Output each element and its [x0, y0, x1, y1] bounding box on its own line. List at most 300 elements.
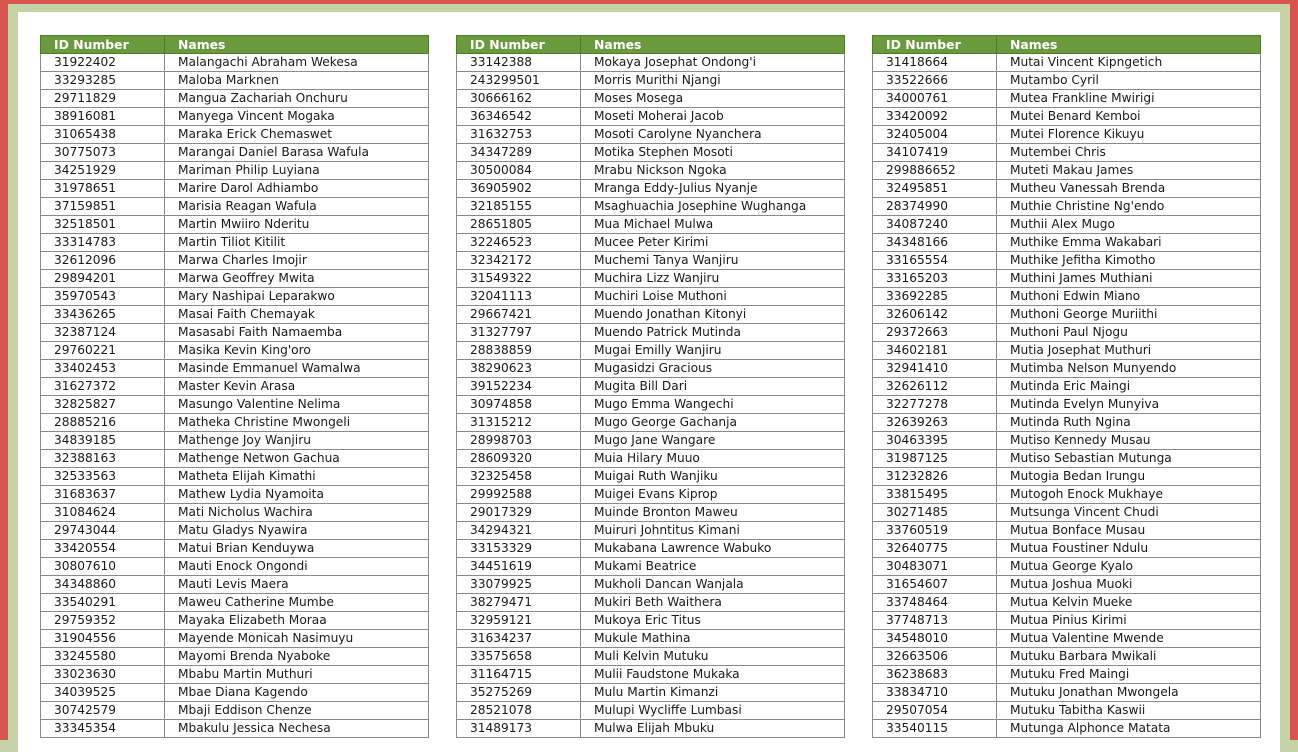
table-row [873, 684, 1261, 702]
table-row [457, 162, 845, 180]
table-row [41, 504, 429, 522]
name-cell: Mutogoh Enock Mukhaye [997, 486, 1261, 504]
table-row [873, 324, 1261, 342]
name-cell: Mary Nashipai Leparakwo [165, 288, 429, 306]
document-sheet [18, 12, 1280, 752]
id-number-cell: 30271485 [873, 504, 997, 522]
id-number-cell: 33575658 [457, 648, 581, 666]
id-number-cell: 34548010 [873, 630, 997, 648]
table-row [457, 468, 845, 486]
name-cell: Moseti Moherai Jacob [581, 108, 845, 126]
id-number-cell: 31489173 [457, 720, 581, 738]
id-number-cell: 33293285 [41, 72, 165, 90]
id-number-cell: 32626112 [873, 378, 997, 396]
table-row [873, 594, 1261, 612]
name-cell: Mbakulu Jessica Nechesa [165, 720, 429, 738]
id-number-cell: 33142388 [457, 54, 581, 72]
names-header: Names [581, 36, 845, 54]
id-number-cell: 28609320 [457, 450, 581, 468]
table-row [873, 468, 1261, 486]
table-row [873, 576, 1261, 594]
table-row [873, 396, 1261, 414]
name-cell: Masinde Emmanuel Wamalwa [165, 360, 429, 378]
id-number-cell: 31232826 [873, 468, 997, 486]
id-number-cell: 28374990 [873, 198, 997, 216]
name-cell: Muthike Emma Wakabari [997, 234, 1261, 252]
table-row [457, 54, 845, 72]
id-number-cell: 39152234 [457, 378, 581, 396]
id-number-cell: 33402453 [41, 360, 165, 378]
id-number-header: ID Number [457, 36, 581, 54]
id-number-cell: 34348860 [41, 576, 165, 594]
name-cell: Mauti Enock Ongondi [165, 558, 429, 576]
name-cell: Mokaya Josephat Ondong'i [581, 54, 845, 72]
table-row [41, 648, 429, 666]
table-row [457, 720, 845, 738]
id-number-cell: 33345354 [41, 720, 165, 738]
table-row [873, 252, 1261, 270]
table-row [873, 432, 1261, 450]
id-name-table-1 [40, 35, 429, 738]
id-number-cell: 31315212 [457, 414, 581, 432]
table-row [41, 576, 429, 594]
table-row [873, 486, 1261, 504]
table-row [873, 198, 1261, 216]
table-row [41, 540, 429, 558]
id-number-cell: 31549322 [457, 270, 581, 288]
id-number-cell: 32277278 [873, 396, 997, 414]
id-number-cell: 34347289 [457, 144, 581, 162]
id-number-cell: 31683637 [41, 486, 165, 504]
name-cell: Malangachi Abraham Wekesa [165, 54, 429, 72]
id-number-cell: 35275269 [457, 684, 581, 702]
name-cell: Mutai Vincent Kipngetich [997, 54, 1261, 72]
name-cell: Muchira Lizz Wanjiru [581, 270, 845, 288]
table-row [457, 324, 845, 342]
name-cell: Mutsunga Vincent Chudi [997, 504, 1261, 522]
table-row [457, 342, 845, 360]
table-row [41, 54, 429, 72]
name-cell: Matheta Elijah Kimathi [165, 468, 429, 486]
header-row [457, 36, 845, 54]
name-cell: Maraka Erick Chemaswet [165, 126, 429, 144]
id-number-cell: 34348166 [873, 234, 997, 252]
id-number-cell: 31327797 [457, 324, 581, 342]
name-cell: Mulupi Wycliffe Lumbasi [581, 702, 845, 720]
table-row [41, 72, 429, 90]
name-cell: Marisia Reagan Wafula [165, 198, 429, 216]
id-number-cell: 33245580 [41, 648, 165, 666]
table-row [41, 378, 429, 396]
id-number-cell: 34294321 [457, 522, 581, 540]
table-row [457, 558, 845, 576]
id-number-cell: 32612096 [41, 252, 165, 270]
table-row [41, 684, 429, 702]
table-row [457, 648, 845, 666]
id-number-cell: 30483071 [873, 558, 997, 576]
name-cell: Muthoni Paul Njogu [997, 324, 1261, 342]
name-cell: Mukabana Lawrence Wabuko [581, 540, 845, 558]
id-number-cell: 34251929 [41, 162, 165, 180]
id-number-cell: 31632753 [457, 126, 581, 144]
table-row [41, 630, 429, 648]
table-row [457, 90, 845, 108]
id-number-cell: 35970543 [41, 288, 165, 306]
table-row [457, 432, 845, 450]
table-row [457, 252, 845, 270]
name-cell: Mutiso Sebastian Mutunga [997, 450, 1261, 468]
name-cell: Mukoya Eric Titus [581, 612, 845, 630]
name-cell: Mulu Martin Kimanzi [581, 684, 845, 702]
id-number-cell: 32941410 [873, 360, 997, 378]
id-number-cell: 30974858 [457, 396, 581, 414]
id-number-cell: 33420092 [873, 108, 997, 126]
table-row [873, 414, 1261, 432]
name-cell: Mucee Peter Kirimi [581, 234, 845, 252]
id-number-cell: 31065438 [41, 126, 165, 144]
id-number-cell: 33834710 [873, 684, 997, 702]
table-row [41, 126, 429, 144]
table-row [873, 90, 1261, 108]
table-row [41, 432, 429, 450]
table-row [873, 234, 1261, 252]
table-row [457, 576, 845, 594]
name-cell: Mukholi Dancan Wanjala [581, 576, 845, 594]
id-number-cell: 31418664 [873, 54, 997, 72]
name-cell: Masika Kevin King'oro [165, 342, 429, 360]
id-number-cell: 33760519 [873, 522, 997, 540]
name-cell: Motika Stephen Mosoti [581, 144, 845, 162]
name-cell: Masai Faith Chemayak [165, 306, 429, 324]
name-cell: Mutuku Barbara Mwikali [997, 648, 1261, 666]
name-cell: Marwa Geoffrey Mwita [165, 270, 429, 288]
table-row [41, 234, 429, 252]
table-row [41, 522, 429, 540]
name-cell: Maweu Catherine Mumbe [165, 594, 429, 612]
id-number-cell: 31987125 [873, 450, 997, 468]
table-row [41, 666, 429, 684]
name-cell: Manyega Vincent Mogaka [165, 108, 429, 126]
name-cell: Mutambo Cyril [997, 72, 1261, 90]
name-cell: Maloba Marknen [165, 72, 429, 90]
name-cell: Mbaji Eddison Chenze [165, 702, 429, 720]
name-cell: Muendo Jonathan Kitonyi [581, 306, 845, 324]
name-cell: Mutuku Jonathan Mwongela [997, 684, 1261, 702]
id-number-cell: 29759352 [41, 612, 165, 630]
id-number-cell: 243299501 [457, 72, 581, 90]
header-row [41, 36, 429, 54]
id-number-cell: 33540115 [873, 720, 997, 738]
id-number-cell: 29992588 [457, 486, 581, 504]
id-number-header: ID Number [873, 36, 997, 54]
name-cell: Mugita Bill Dari [581, 378, 845, 396]
name-cell: Mutiso Kennedy Musau [997, 432, 1261, 450]
name-cell: Mayende Monicah Nasimuyu [165, 630, 429, 648]
name-cell: Martin Tiliot Kitilit [165, 234, 429, 252]
id-number-cell: 29017329 [457, 504, 581, 522]
name-cell: Mutei Florence Kikuyu [997, 126, 1261, 144]
id-number-cell: 33153329 [457, 540, 581, 558]
name-cell: Mutinda Ruth Ngina [997, 414, 1261, 432]
name-cell: Mutia Josephat Muthuri [997, 342, 1261, 360]
name-cell: Matu Gladys Nyawira [165, 522, 429, 540]
table-row [873, 108, 1261, 126]
id-number-cell: 29507054 [873, 702, 997, 720]
table-row [873, 558, 1261, 576]
table-row [41, 558, 429, 576]
table-row [873, 126, 1261, 144]
table-row [457, 522, 845, 540]
id-number-cell: 31084624 [41, 504, 165, 522]
id-number-cell: 29667421 [457, 306, 581, 324]
name-cell: Masasabi Faith Namaemba [165, 324, 429, 342]
name-cell: Mbabu Martin Muthuri [165, 666, 429, 684]
name-cell: Muthini James Muthiani [997, 270, 1261, 288]
table-row [457, 108, 845, 126]
name-cell: Mukiri Beth Waithera [581, 594, 845, 612]
name-cell: Marire Darol Adhiambo [165, 180, 429, 198]
table-row [873, 378, 1261, 396]
id-number-cell: 30500084 [457, 162, 581, 180]
id-number-cell: 36905902 [457, 180, 581, 198]
id-number-cell: 37748713 [873, 612, 997, 630]
table-row [457, 396, 845, 414]
name-cell: Mugai Emilly Wanjiru [581, 342, 845, 360]
id-number-cell: 29711829 [41, 90, 165, 108]
table-row [457, 216, 845, 234]
name-cell: Mutinda Evelyn Munyiva [997, 396, 1261, 414]
table-row [41, 414, 429, 432]
id-number-cell: 30463395 [873, 432, 997, 450]
id-number-cell: 32606142 [873, 306, 997, 324]
table-row [873, 72, 1261, 90]
id-number-cell: 30666162 [457, 90, 581, 108]
name-cell: Mukule Mathina [581, 630, 845, 648]
name-cell: Mua Michael Mulwa [581, 216, 845, 234]
id-number-cell: 30807610 [41, 558, 165, 576]
name-cell: Mariman Philip Luyiana [165, 162, 429, 180]
id-number-cell: 28998703 [457, 432, 581, 450]
name-cell: Mrabu Nickson Ngoka [581, 162, 845, 180]
id-number-cell: 31654607 [873, 576, 997, 594]
name-cell: Mugo Jane Wangare [581, 432, 845, 450]
table-row [41, 144, 429, 162]
table-row [457, 540, 845, 558]
name-cell: Mathenge Joy Wanjiru [165, 432, 429, 450]
id-number-cell: 33079925 [457, 576, 581, 594]
id-number-cell: 38290623 [457, 360, 581, 378]
name-cell: Mutheu Vanessah Brenda [997, 180, 1261, 198]
id-number-cell: 33165203 [873, 270, 997, 288]
name-cell: Mulwa Elijah Mbuku [581, 720, 845, 738]
names-header: Names [997, 36, 1261, 54]
header-row [873, 36, 1261, 54]
table-row [457, 666, 845, 684]
table-row [873, 522, 1261, 540]
table-row [41, 468, 429, 486]
table-row [457, 378, 845, 396]
id-number-cell: 31922402 [41, 54, 165, 72]
name-cell: Muli Kelvin Mutuku [581, 648, 845, 666]
id-number-cell: 32246523 [457, 234, 581, 252]
id-number-cell: 33522666 [873, 72, 997, 90]
table-row [873, 360, 1261, 378]
table-row [41, 702, 429, 720]
name-cell: Mutua Joshua Muoki [997, 576, 1261, 594]
name-cell: Mutimba Nelson Munyendo [997, 360, 1261, 378]
table-row [41, 108, 429, 126]
name-cell: Mutunga Alphonce Matata [997, 720, 1261, 738]
name-cell: Muchemi Tanya Wanjiru [581, 252, 845, 270]
name-cell: Mutuku Fred Maingi [997, 666, 1261, 684]
name-cell: Masungo Valentine Nelima [165, 396, 429, 414]
name-cell: Mutei Benard Kemboi [997, 108, 1261, 126]
table-row [457, 504, 845, 522]
table-row [457, 450, 845, 468]
id-name-table-2 [456, 35, 845, 738]
table-row [41, 360, 429, 378]
table-row [457, 288, 845, 306]
name-cell: Mutinda Eric Maingi [997, 378, 1261, 396]
name-cell: Muia Hilary Muuo [581, 450, 845, 468]
names-header: Names [165, 36, 429, 54]
id-number-cell: 34839185 [41, 432, 165, 450]
table-row [873, 216, 1261, 234]
name-cell: Mutua Bonface Musau [997, 522, 1261, 540]
id-number-cell: 34602181 [873, 342, 997, 360]
id-number-cell: 33692285 [873, 288, 997, 306]
table-row [873, 612, 1261, 630]
name-cell: Mauti Levis Maera [165, 576, 429, 594]
id-number-cell: 33314783 [41, 234, 165, 252]
id-number-cell: 32041113 [457, 288, 581, 306]
table-row [457, 486, 845, 504]
id-number-cell: 32533563 [41, 468, 165, 486]
name-cell: Martin Mwiiro Nderitu [165, 216, 429, 234]
name-cell: Muinde Bronton Maweu [581, 504, 845, 522]
name-cell: Mutea Frankline Mwirigi [997, 90, 1261, 108]
name-cell: Mosoti Carolyne Nyanchera [581, 126, 845, 144]
table-row [41, 594, 429, 612]
name-cell: Mutua Pinius Kirimi [997, 612, 1261, 630]
table-row [873, 630, 1261, 648]
name-cell: Muthie Christine Ng'endo [997, 198, 1261, 216]
id-number-cell: 30742579 [41, 702, 165, 720]
table-row [457, 414, 845, 432]
name-cell: Muigai Ruth Wanjiku [581, 468, 845, 486]
table-row [873, 162, 1261, 180]
id-number-cell: 31634237 [457, 630, 581, 648]
table-row [873, 720, 1261, 738]
table-row [457, 180, 845, 198]
id-number-cell: 32639263 [873, 414, 997, 432]
table-row [873, 288, 1261, 306]
table-row [873, 180, 1261, 198]
id-number-cell: 38916081 [41, 108, 165, 126]
name-cell: Mugo George Gachanja [581, 414, 845, 432]
table-row [457, 198, 845, 216]
name-cell: Muthoni George Muriithi [997, 306, 1261, 324]
table-row [41, 396, 429, 414]
table-row [457, 360, 845, 378]
table-row [457, 270, 845, 288]
id-number-cell: 32663506 [873, 648, 997, 666]
name-cell: Mathew Lydia Nyamoita [165, 486, 429, 504]
table-row [41, 486, 429, 504]
name-cell: Mulii Faudstone Mukaka [581, 666, 845, 684]
id-number-cell: 33420554 [41, 540, 165, 558]
id-number-cell: 33815495 [873, 486, 997, 504]
table-row [41, 90, 429, 108]
name-cell: Morris Murithi Njangi [581, 72, 845, 90]
name-cell: Muteti Makau James [997, 162, 1261, 180]
name-cell: Marangai Daniel Barasa Wafula [165, 144, 429, 162]
id-number-cell: 32387124 [41, 324, 165, 342]
table-row [873, 306, 1261, 324]
id-number-cell: 31164715 [457, 666, 581, 684]
id-number-cell: 31978651 [41, 180, 165, 198]
table-row [457, 72, 845, 90]
id-number-cell: 33540291 [41, 594, 165, 612]
id-name-table-3 [872, 35, 1261, 738]
table-row [41, 198, 429, 216]
id-number-cell: 29743044 [41, 522, 165, 540]
table-row [457, 594, 845, 612]
name-cell: Mutuku Tabitha Kaswii [997, 702, 1261, 720]
id-number-cell: 28651805 [457, 216, 581, 234]
id-number-cell: 33023630 [41, 666, 165, 684]
table-row [41, 306, 429, 324]
name-cell: Mangua Zachariah Onchuru [165, 90, 429, 108]
name-cell: Matheka Christine Mwongeli [165, 414, 429, 432]
name-cell: Muigei Evans Kiprop [581, 486, 845, 504]
table-row [873, 342, 1261, 360]
name-cell: Muthoni Edwin Miano [997, 288, 1261, 306]
id-number-cell: 37159851 [41, 198, 165, 216]
id-number-cell: 32518501 [41, 216, 165, 234]
id-number-cell: 38279471 [457, 594, 581, 612]
id-number-cell: 28521078 [457, 702, 581, 720]
id-number-cell: 30775073 [41, 144, 165, 162]
table-row [41, 162, 429, 180]
name-cell: Muiruri Johntitus Kimani [581, 522, 845, 540]
name-cell: Mranga Eddy-Julius Nyanje [581, 180, 845, 198]
id-number-cell: 32185155 [457, 198, 581, 216]
table-row [41, 180, 429, 198]
id-number-cell: 32640775 [873, 540, 997, 558]
name-cell: Mugo Emma Wangechi [581, 396, 845, 414]
id-number-cell: 34039525 [41, 684, 165, 702]
id-number-cell: 299886652 [873, 162, 997, 180]
id-number-cell: 34107419 [873, 144, 997, 162]
name-cell: Mutua George Kyalo [997, 558, 1261, 576]
id-number-cell: 36238683 [873, 666, 997, 684]
id-number-cell: 29372663 [873, 324, 997, 342]
table-row [41, 612, 429, 630]
name-cell: Msaghuachia Josephine Wughanga [581, 198, 845, 216]
id-number-cell: 32325458 [457, 468, 581, 486]
id-number-cell: 34000761 [873, 90, 997, 108]
name-cell: Mati Nicholus Wachira [165, 504, 429, 522]
table-row [873, 54, 1261, 72]
id-number-cell: 32388163 [41, 450, 165, 468]
table-row [457, 234, 845, 252]
name-cell: Mayaka Elizabeth Moraa [165, 612, 429, 630]
table-row [873, 540, 1261, 558]
name-cell: Muthii Alex Mugo [997, 216, 1261, 234]
name-cell: Mutua Foustiner Ndulu [997, 540, 1261, 558]
name-cell: Mutua Kelvin Mueke [997, 594, 1261, 612]
